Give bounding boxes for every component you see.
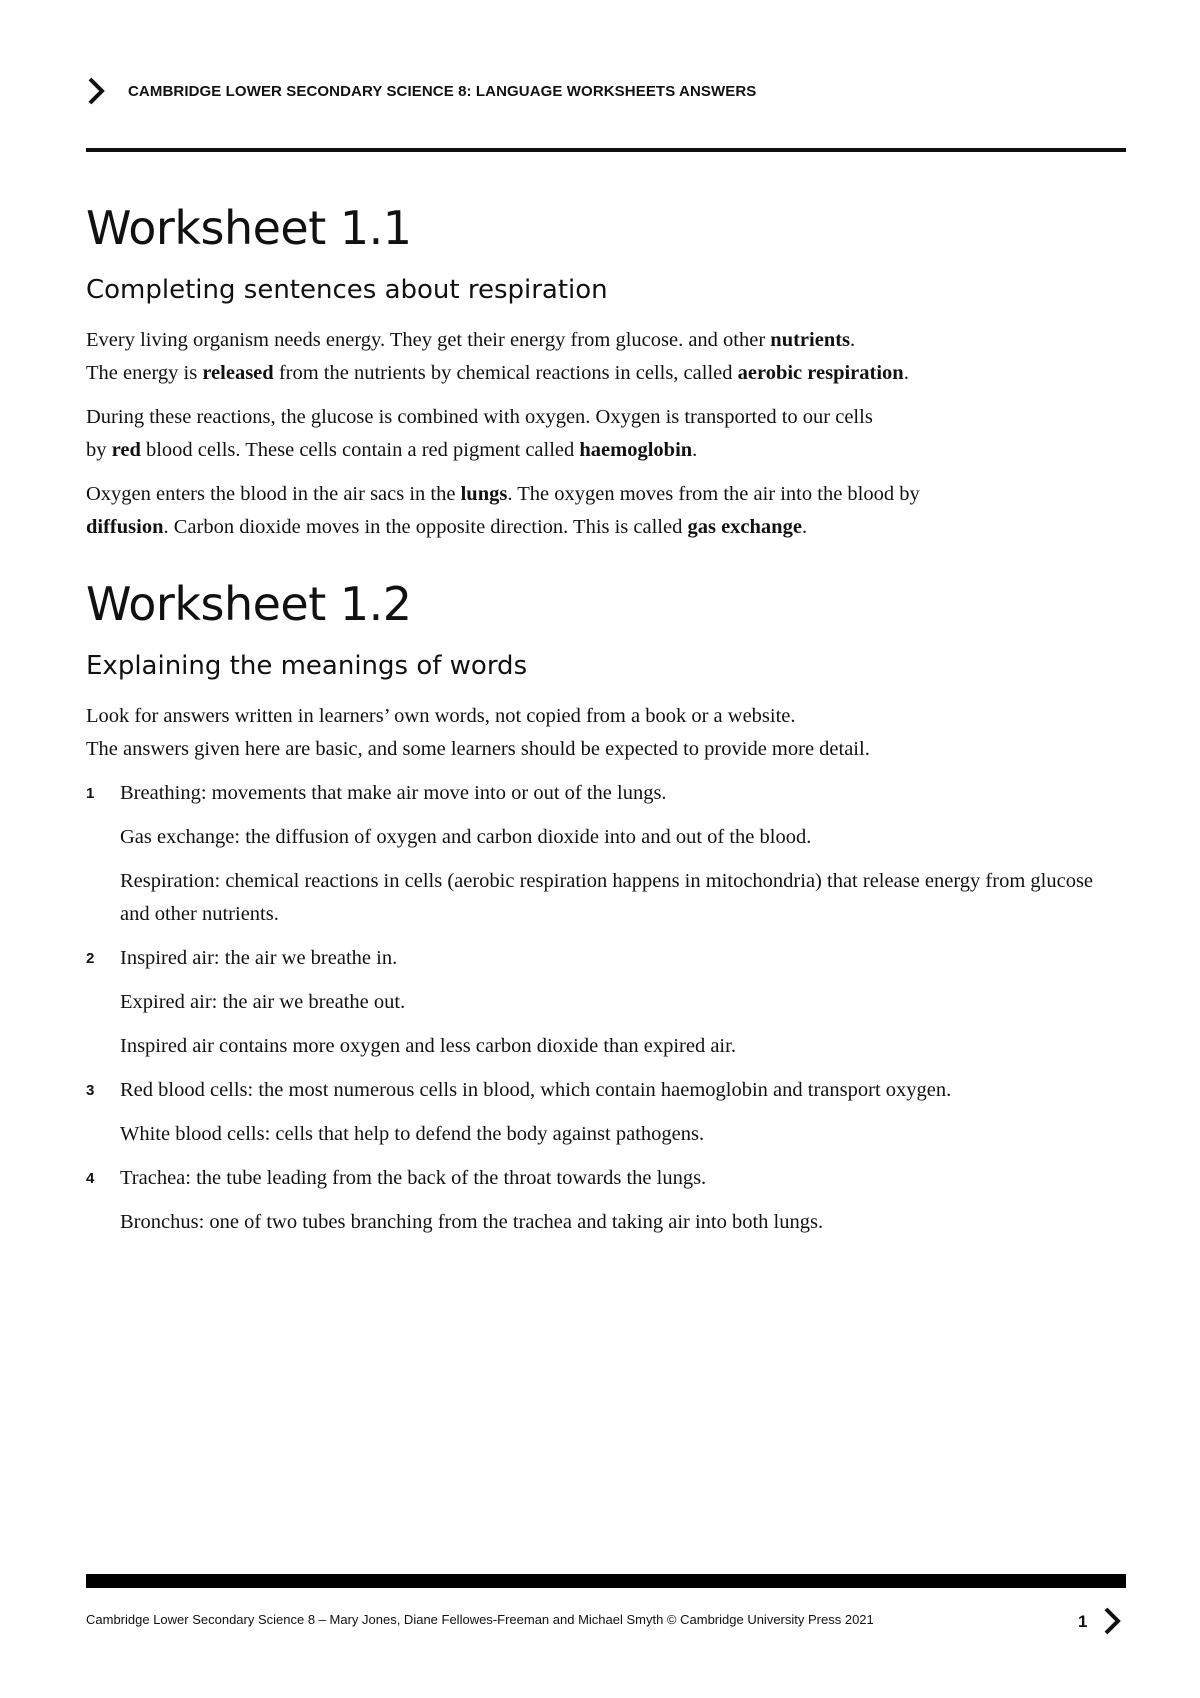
answer-word: lungs [460,483,508,505]
header-title: CAMBRIDGE LOWER SECONDARY SCIENCE 8: LANGUAGE WORKSHEETS ANSWERS [128,83,757,100]
text-span: . [850,329,856,351]
text-span: Look for answers written in learners’ own words, not copied from a book or a website. [86,705,796,727]
worksheet-1-2-subtitle: Explaining the meanings of words [86,651,528,681]
answer-line: Inspired air contains more oxygen and less carbon dioxide than expired air. [120,1035,736,1057]
chevron-right-icon [86,76,106,106]
page-number: 1 [1078,1612,1088,1631]
item-number: 3 [86,1082,95,1099]
item-number: 4 [86,1170,95,1187]
answer-word: red [111,439,141,461]
ws1-paragraph-2 [86,401,1126,467]
answer-word: haemoglobin [579,439,693,461]
worksheet-1-1-title: Worksheet 1.1 [86,201,412,255]
answer-item [86,777,1126,810]
answer-item [86,1074,1126,1107]
answer-line: Respiration: chemical reactions in cells (aerobic respiration happens in mitochondria) that release energy from glucose and other nutrients. [120,870,1094,925]
footer-divider [86,1574,1126,1588]
text-span: by [86,439,112,461]
answer-line: Inspired air: the air we breathe in. [120,947,398,969]
header-divider [86,148,1126,152]
answer-item [86,942,1126,975]
answer-line: White blood cells: cells that help to defend the body against pathogens. [120,1123,705,1145]
answer-line: Red blood cells: the most numerous cells in blood, which contain haemoglobin and transport oxygen. [120,1079,952,1101]
text-span: Oxygen enters the blood in the air sacs in the [86,483,461,505]
text-span: blood cells. These cells contain a red pigment called [140,439,580,461]
page-header [86,72,1126,112]
answer-line: Breathing: movements that make air move into or out of the lungs. [120,782,667,804]
text-span: During these reactions, the glucose is combined with oxygen. Oxygen is transported to our cells [86,406,873,428]
answer-line: Gas exchange: the diffusion of oxygen and carbon dioxide into and out of the blood. [120,826,812,848]
answer-line: Bronchus: one of two tubes branching from the trachea and taking air into both lungs. [120,1211,824,1233]
text-span: The energy is [86,362,203,384]
footer-credit: Cambridge Lower Secondary Science 8 – Mary Jones, Diane Fellowes-Freeman and Michael Smyth © Cambridge University Press 2021 [86,1612,874,1627]
text-span: . Carbon dioxide moves in the opposite direction. This is called [163,516,688,538]
worksheet-1-1-subtitle: Completing sentences about respiration [86,275,608,305]
text-span: . [801,516,808,538]
text-span: Every living organism needs energy. They get their energy from glucose. and other [86,329,771,351]
item-number: 1 [86,785,95,802]
item-number: 2 [86,950,95,967]
chevron-right-icon [1102,1606,1122,1636]
answer-word: aerobic respiration [737,362,904,384]
ws1-paragraph-3 [86,478,1126,544]
text-span: The answers given here are basic, and some learners should be expected to provide more detail. [86,738,870,760]
answer-word: nutrients [770,329,851,351]
answer-word: released [202,362,274,384]
main-content [86,196,1126,1250]
ws2-intro [86,700,1126,766]
answer-item [86,1162,1126,1195]
text-span: . The oxygen moves from the air into the blood by [507,483,920,505]
answer-line: Expired air: the air we breathe out. [120,991,406,1013]
ws1-paragraph-1 [86,324,1126,390]
answer-line: Trachea: the tube leading from the back of the throat towards the lungs. [120,1167,707,1189]
answer-word: gas exchange [687,516,802,538]
text-span: . [692,439,698,461]
answer-word: diffusion [86,516,164,538]
worksheet-1-2-title: Worksheet 1.2 [86,577,412,631]
text-span: . [903,362,909,384]
text-span: from the nutrients by chemical reactions in cells, called [273,362,738,384]
